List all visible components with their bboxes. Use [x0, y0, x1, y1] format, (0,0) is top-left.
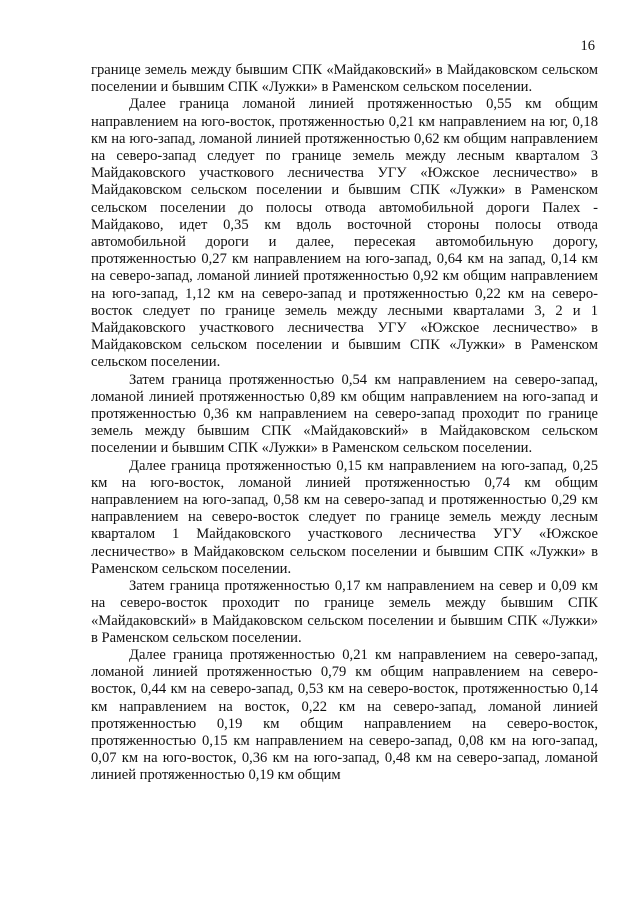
page-number: 16	[580, 38, 595, 54]
paragraph-5: Затем граница протяженностью 0,17 км направлением на север и 0,09 км на северо-восток проходит по границе земель между бывшим СПК «Майдаковский» в Майдаковском сельском поселении и бывшим СПК «Лужки» в Раменском сельском поселении.	[91, 578, 598, 646]
paragraph-4: Далее граница протяженностью 0,15 км направлением на юго-запад, 0,25 км на юго-восток, ломаной линией протяженностью 0,74 км общим направлением на юго-запад, 0,58 км на северо-запад и протяженностью 0,29 км направлением на северо-восток следует по границе земель между лесным кварталом 1 Майдаковского участкового лесничества УГУ «Южское лесничество» в Майдаковском сельском поселении и бывшим СПК «Лужки» в Раменском сельском поселении.	[91, 457, 598, 577]
paragraph-2: Далее граница ломаной линией протяженностью 0,55 км общим направлением на юго-восток, протяженностью 0,21 км направлением на юг, 0,18 км на юго-запад, ломаной линией протяженностью 0,62 км общим направлением на северо-запад следует по границе земель между лесным кварталом 3 Майдаковского участкового лесничества УГУ «Южское лесничество» в Майдаковском сельском поселении и бывшим СПК «Лужки» в Раменском сельском поселении до полосы отвода автомобильной дороги Палех - Майдаково, идет 0,35 км вдоль восточной стороны полосы отвода автомобильной дороги и далее, пересекая автомобильную дорогу, протяженностью 0,27 км направлением на юго-запад, 0,64 км на запад, 0,14 км на северо-запад, ломаной линией протяженностью 0,92 км общим направлением на юго-запад, 1,12 км на северо-запад и протяженностью 0,22 км на северо-восток следует по границе земель между лесными кварталами 3, 2 и 1 Майдаковского участкового лесничества УГУ «Южское лесничество» в Майдаковском сельском поселении и бывшим СПК «Лужки» в Раменском сельском поселении.	[91, 96, 598, 371]
document-body	[91, 62, 598, 785]
paragraph-1: границе земель между бывшим СПК «Майдаковский» в Майдаковском сельском поселении и бывшим СПК «Лужки» в Раменском сельском поселении.	[91, 62, 598, 96]
paragraph-6: Далее граница протяженностью 0,21 км направлением на северо-запад, ломаной линией протяженностью 0,79 км общим направлением на северо-восток, 0,44 км на северо-запад, 0,53 км на северо-восток, протяженностью 0,14 км направлением на восток, 0,22 км на северо-запад, ломаной линией протяженностью 0,19 км общим направлением на северо-восток, протяженностью 0,15 км направлением на северо-запад, 0,08 км на юго-запад, 0,07 км на юго-восток, 0,36 км на юго-запад, 0,48 км на северо-запад, ломаной линией протяженностью 0,19 км общим	[91, 646, 598, 784]
paragraph-3: Затем граница протяженностью 0,54 км направлением на северо-запад, ломаной линией протяженностью 0,89 км общим направлением на юго-запад и протяженностью 0,36 км направлением на северо-запад проходит по границе земель между бывшим СПК «Майдаковский» в Майдаковском сельском поселении и бывшим СПК «Лужки» в Раменском сельском поселении.	[91, 371, 598, 457]
